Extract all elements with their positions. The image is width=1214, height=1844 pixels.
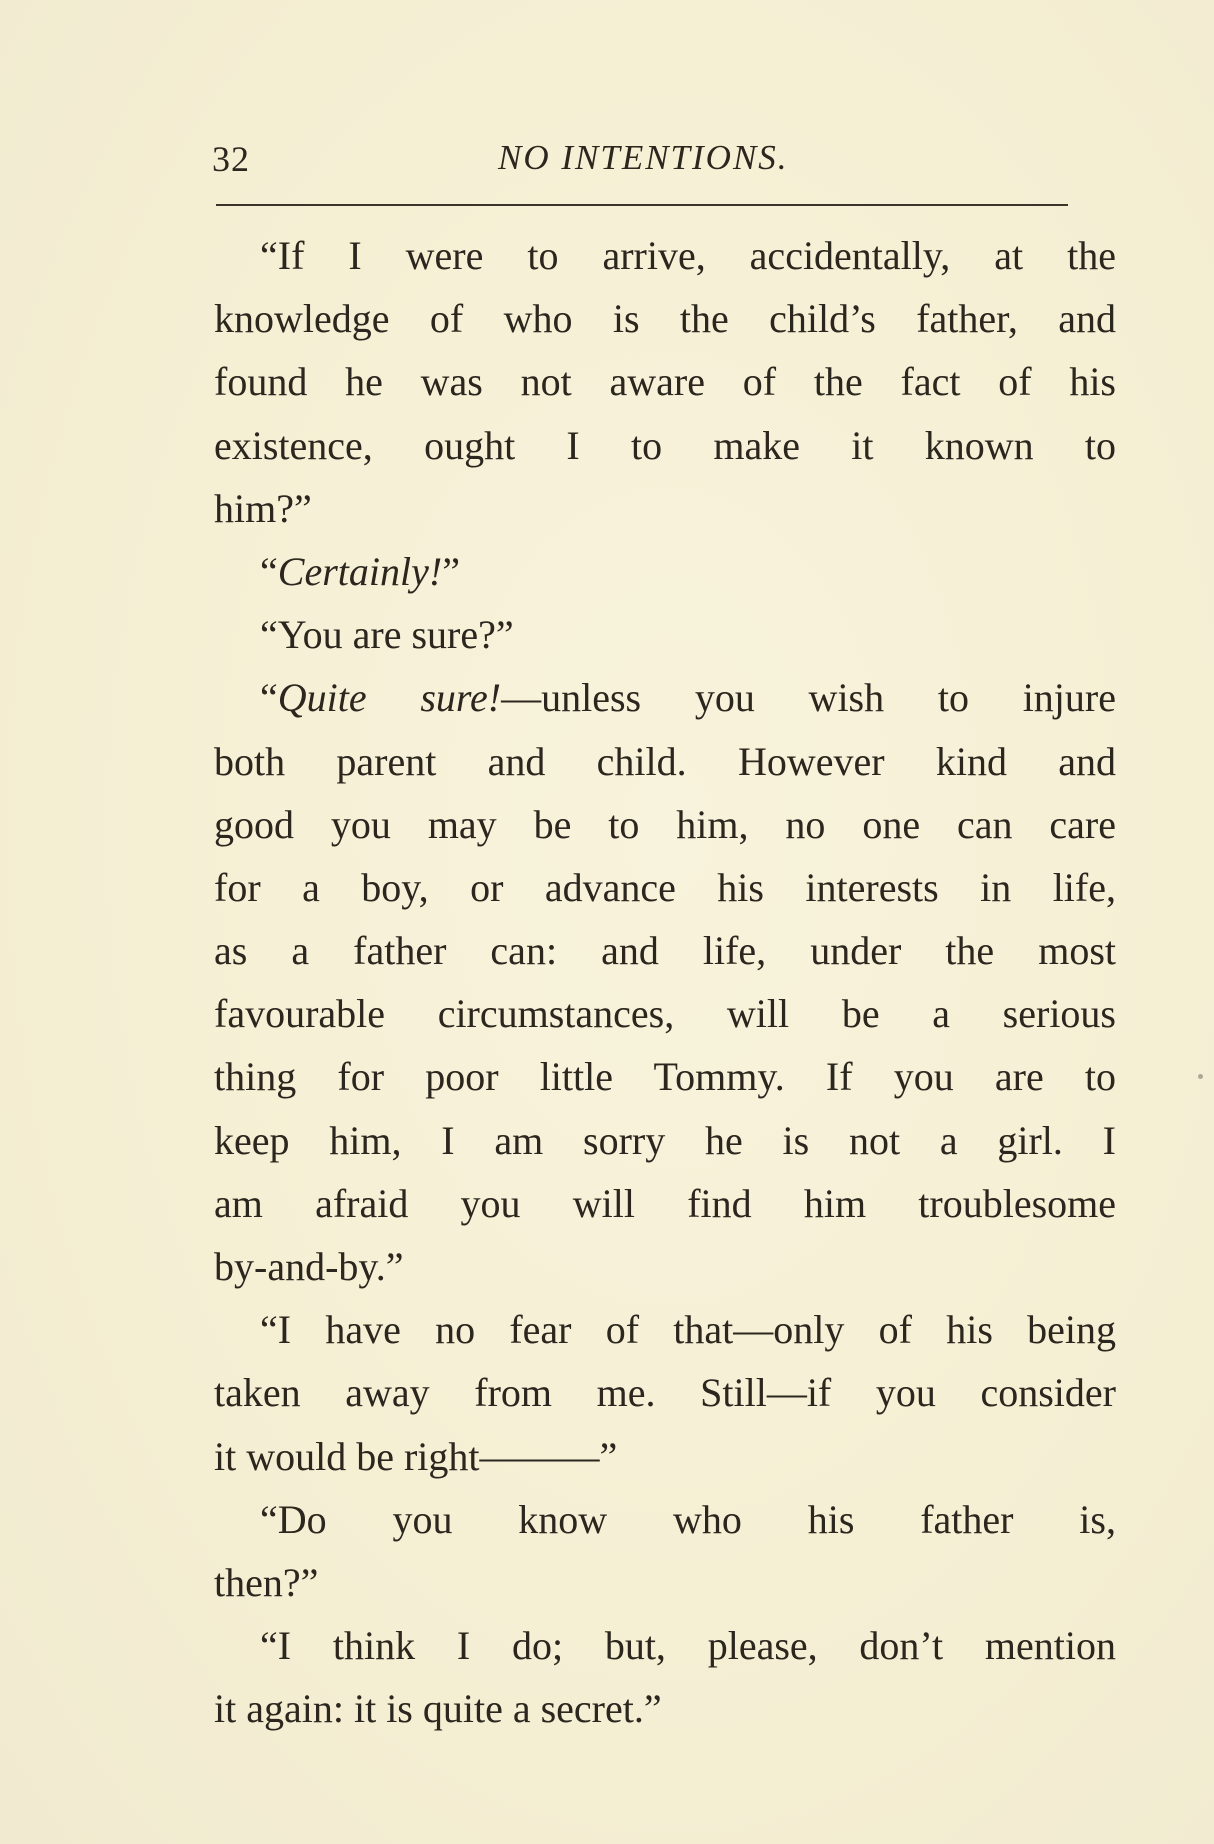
- text-line: him?”: [214, 485, 312, 531]
- text-line: it would be right———”: [214, 1433, 618, 1479]
- text-line: for a boy, or advance his interests in life,: [214, 864, 1116, 910]
- text-segment: ”: [442, 548, 460, 594]
- text-line: knowledge of who is the child’s father, and: [214, 296, 1116, 342]
- running-head: NO INTENTIONS.: [498, 138, 789, 177]
- italic-segment: Quite sure!: [277, 675, 502, 721]
- text-line: then?”: [214, 1559, 319, 1605]
- italic-segment: Certainly!: [277, 548, 443, 594]
- body-text: [214, 224, 1116, 1741]
- page-number: 32: [212, 139, 250, 179]
- text-segment: —unless you wish to injure: [501, 675, 1116, 721]
- text-line: “Do you know who his father is,: [260, 1496, 1116, 1542]
- text-line: good you may be to him, no one can care: [214, 801, 1116, 847]
- text-line-certainly: [214, 540, 1116, 603]
- text-line: keep him, I am sorry he is not a girl. I: [214, 1117, 1116, 1163]
- text-line: both parent and child. However kind and: [214, 738, 1116, 784]
- text-line: am afraid you will find him troublesome: [214, 1180, 1116, 1226]
- text-line: found he was not aware of the fact of his: [214, 359, 1116, 405]
- text-line: [214, 666, 1116, 729]
- text-line: favourable circumstances, will be a serious: [214, 991, 1116, 1037]
- text-line: “I think I do; but, please, don’t mention: [260, 1623, 1116, 1669]
- text-line: thing for poor little Tommy. If you are to: [214, 1054, 1116, 1100]
- text-line: “You are sure?”: [260, 612, 514, 658]
- text-segment: “: [260, 548, 278, 594]
- text-line: it again: it is quite a secret.”: [214, 1686, 662, 1732]
- text-line: by-and-by.”: [214, 1244, 404, 1289]
- text-line: “If I were to arrive, accidentally, at the: [260, 233, 1116, 278]
- text-line: taken away from me. Still—if you consider: [214, 1370, 1116, 1416]
- header-rule: [216, 204, 1068, 206]
- page-header: [212, 138, 1072, 198]
- paper-speck: [1198, 1074, 1203, 1079]
- text-segment: “: [260, 675, 278, 721]
- text-line: as a father can: and life, under the most: [214, 928, 1116, 974]
- text-line: “I have no fear of that—only of his being: [260, 1307, 1116, 1353]
- text-line: existence, ought I to make it known to: [214, 422, 1116, 468]
